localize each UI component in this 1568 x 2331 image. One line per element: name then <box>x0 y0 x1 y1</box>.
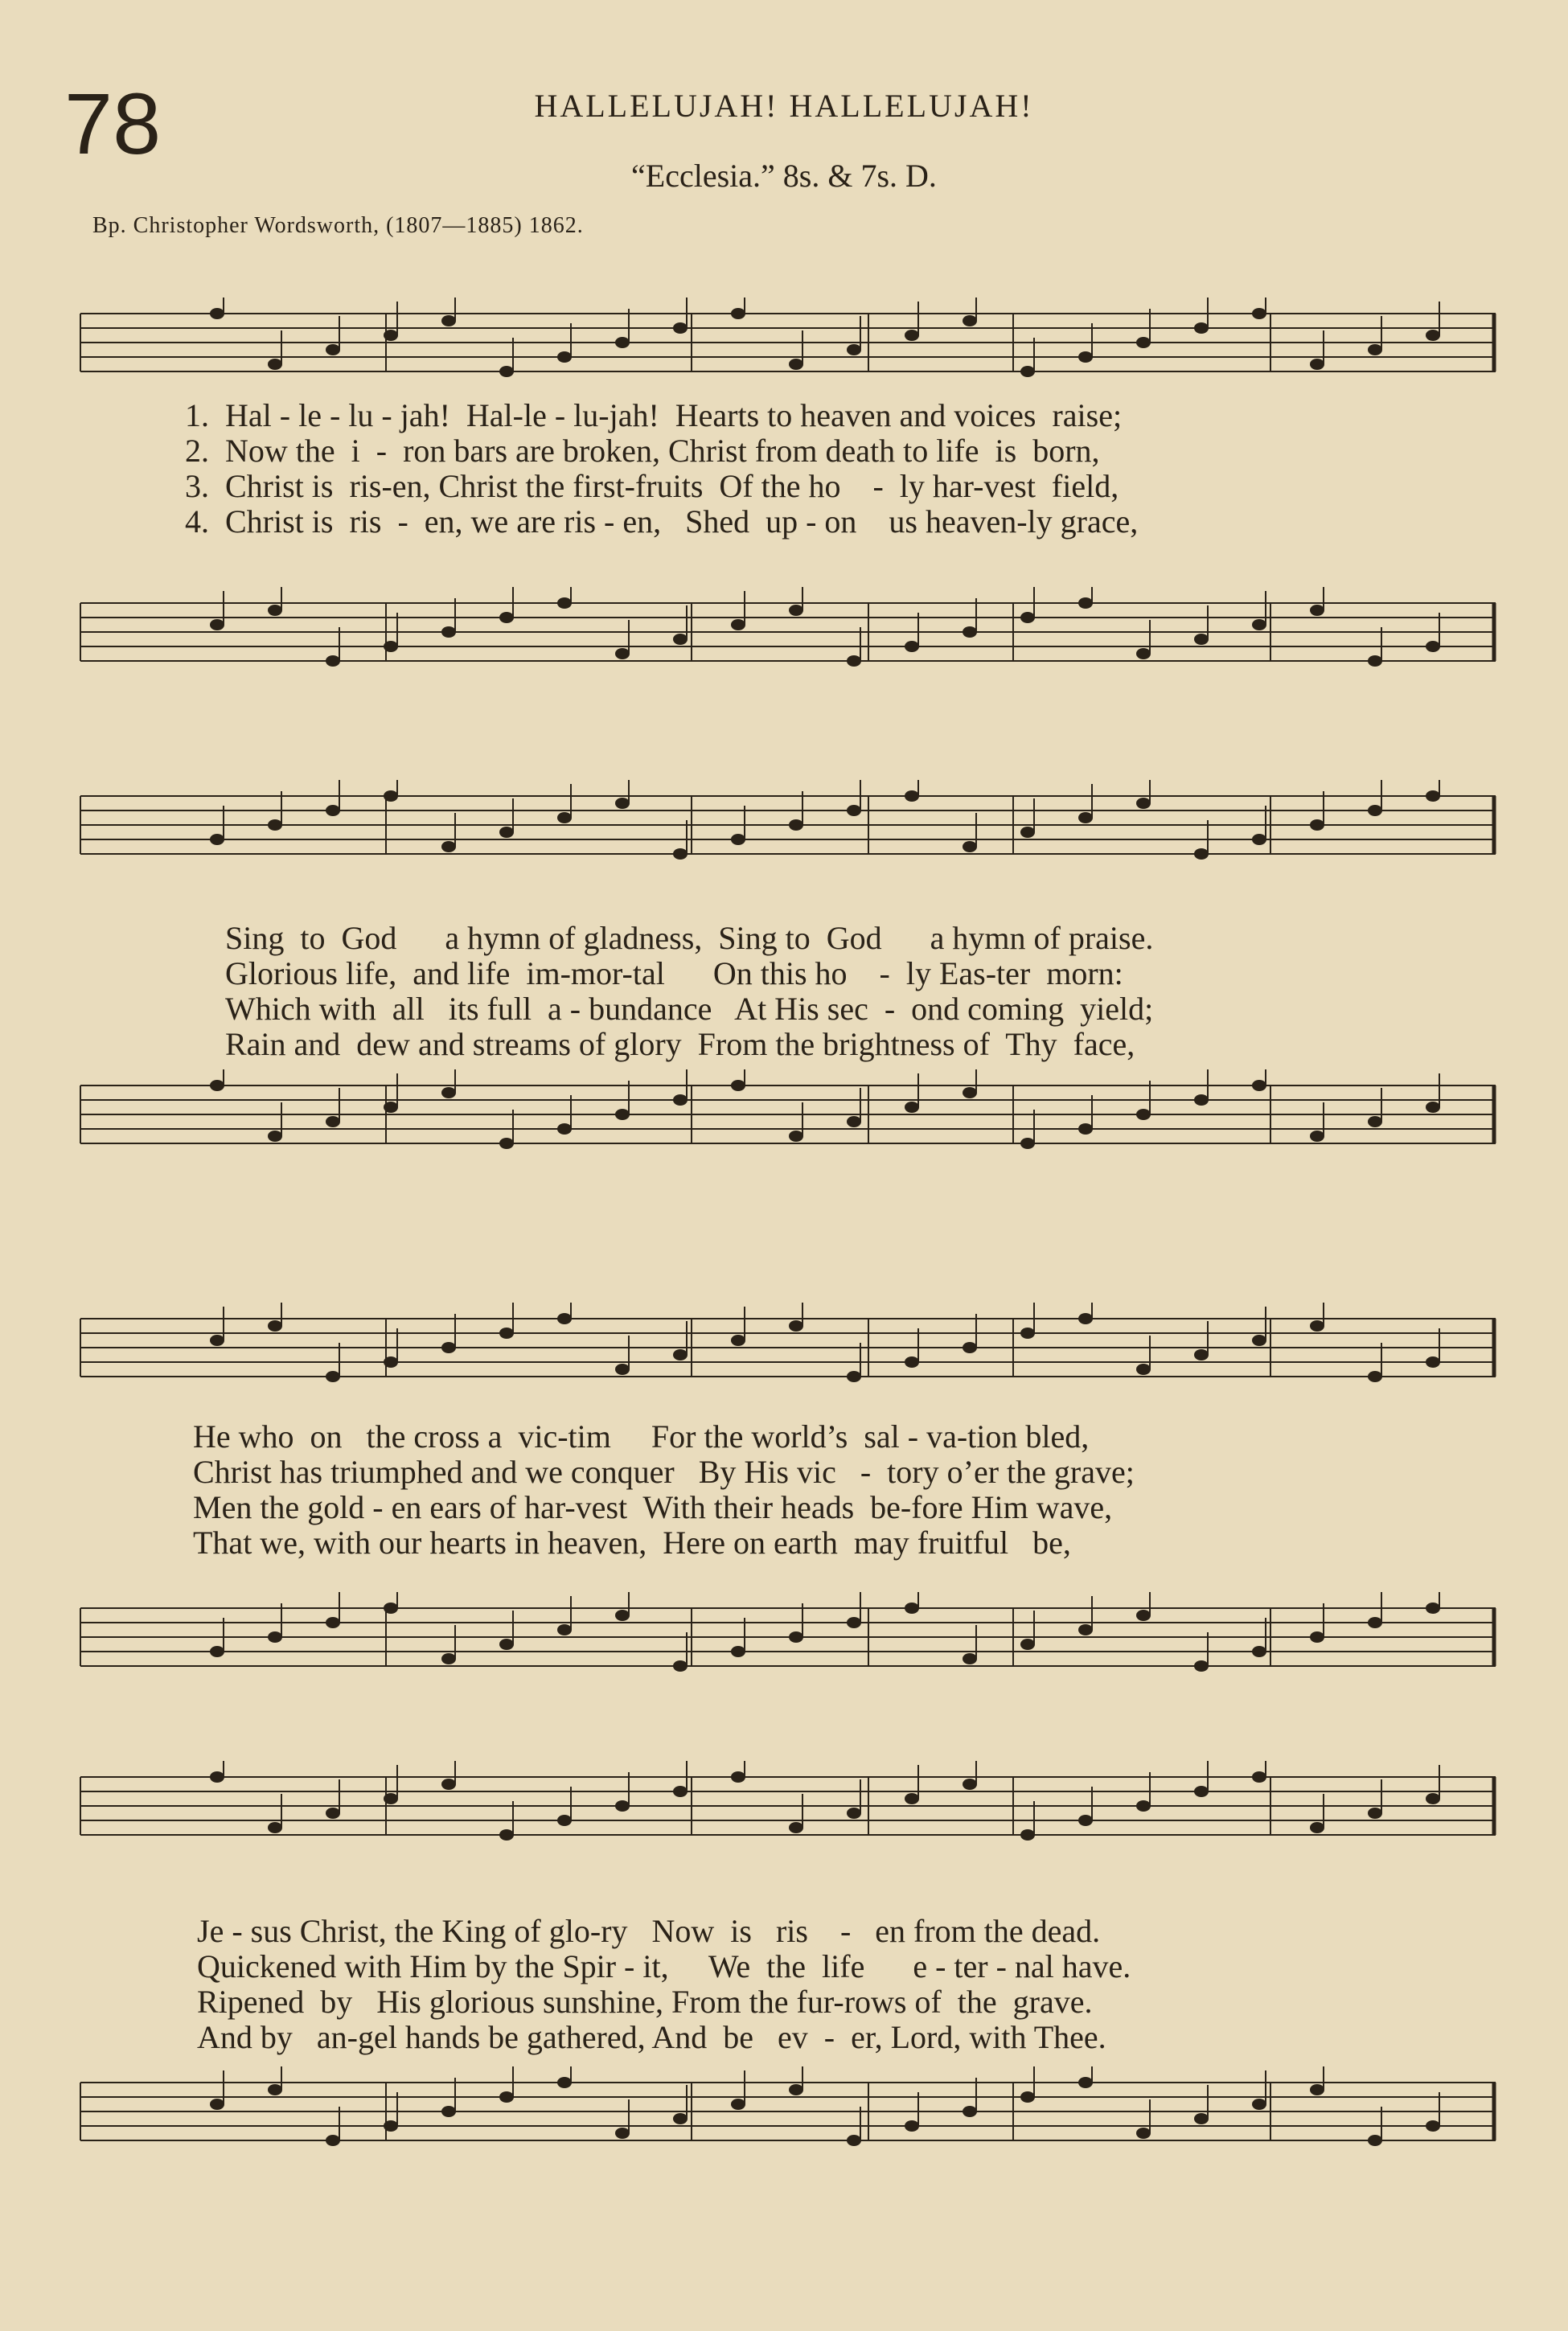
lyric-verse-1: Sing to God a hymn of gladness, Sing to God a hymn of praise. <box>225 920 1154 956</box>
lyric-verse-4: That we, with our hearts in heaven, Here on earth may fruitful be, <box>193 1525 1071 1561</box>
bass-staff-lines <box>64 1069 1504 1158</box>
lyrics-system-1 <box>185 398 1568 540</box>
bass-staff-lines <box>64 587 1504 675</box>
lyrics-system-3 <box>193 1419 1568 1561</box>
bass-staff <box>64 1592 1504 1681</box>
lyric-verse-1: Je - sus Christ, the King of glo-ry Now is ris - en from the dead. <box>197 1913 1101 1949</box>
treble-staff-lines <box>64 298 1504 386</box>
bass-staff <box>64 2066 1504 2155</box>
lyric-verse-2: 2. Now the i - ron bars are broken, Christ from death to life is born, <box>185 433 1100 469</box>
treble-staff-lines <box>64 1761 1504 1849</box>
lyric-verse-3: Which with all its full a - bundance At His sec - ond coming yield; <box>225 991 1154 1027</box>
music-system-4 <box>64 1729 1504 2292</box>
lyric-verse-4: 4. Christ is ris - en, we are ris - en, Shed up - on us heaven-ly grace, <box>185 503 1139 540</box>
treble-staff <box>64 298 1504 386</box>
lyrics-system-4 <box>197 1914 1568 2055</box>
music-system-1 <box>64 257 1504 708</box>
bass-staff-lines <box>64 2066 1504 2155</box>
treble-staff <box>64 1303 1504 1391</box>
lyric-verse-4: And by an-gel hands be gathered, And be ev - er, Lord, with Thee. <box>197 2019 1106 2055</box>
treble-staff-lines <box>64 780 1504 868</box>
lyric-verse-2: Glorious life, and life im-mor-tal On this ho - ly Eas-ter morn: <box>225 955 1123 991</box>
hymn-title: HALLELUJAH! HALLELUJAH! <box>534 88 1034 124</box>
treble-staff-lines <box>64 1303 1504 1391</box>
lyric-verse-2: Quickened with Him by the Spir - it, We the life e - ter - nal have. <box>197 1948 1131 1984</box>
tune-meter: “Ecclesia.” 8s. & 7s. D. <box>631 158 937 194</box>
treble-staff <box>64 780 1504 868</box>
bass-staff <box>64 587 1504 675</box>
lyric-verse-4: Rain and dew and streams of glory From the brightness of Thy face, <box>225 1026 1135 1062</box>
hymn-number: 78 <box>64 75 162 172</box>
author-credit: Bp. Christopher Wordsworth, (1807—1885) 1862. <box>92 213 584 238</box>
lyric-verse-2: Christ has triumphed and we conquer By His vic - tory o’er the grave; <box>193 1454 1135 1490</box>
music-system-3 <box>64 1270 1504 1689</box>
bass-staff-lines <box>64 1592 1504 1681</box>
lyric-verse-1: He who on the cross a vic-tim For the world’s sal - va-tion bled, <box>193 1418 1090 1455</box>
lyrics-system-2 <box>225 921 1568 1062</box>
lyric-verse-3: 3. Christ is ris-en, Christ the first-fruits Of the ho - ly har-vest field, <box>185 468 1119 504</box>
bass-staff <box>64 1069 1504 1158</box>
lyric-verse-3: Men the gold - en ears of har-vest With their heads be-fore Him wave, <box>193 1489 1113 1525</box>
lyric-verse-3: Ripened by His glorious sunshine, From the fur-rows of the grave. <box>197 1984 1093 2020</box>
lyric-verse-1: 1. Hal - le - lu - jah! Hal-le - lu-jah! Hearts to heaven and voices raise; <box>185 397 1123 433</box>
treble-staff <box>64 1761 1504 1849</box>
music-system-2 <box>64 748 1504 1198</box>
